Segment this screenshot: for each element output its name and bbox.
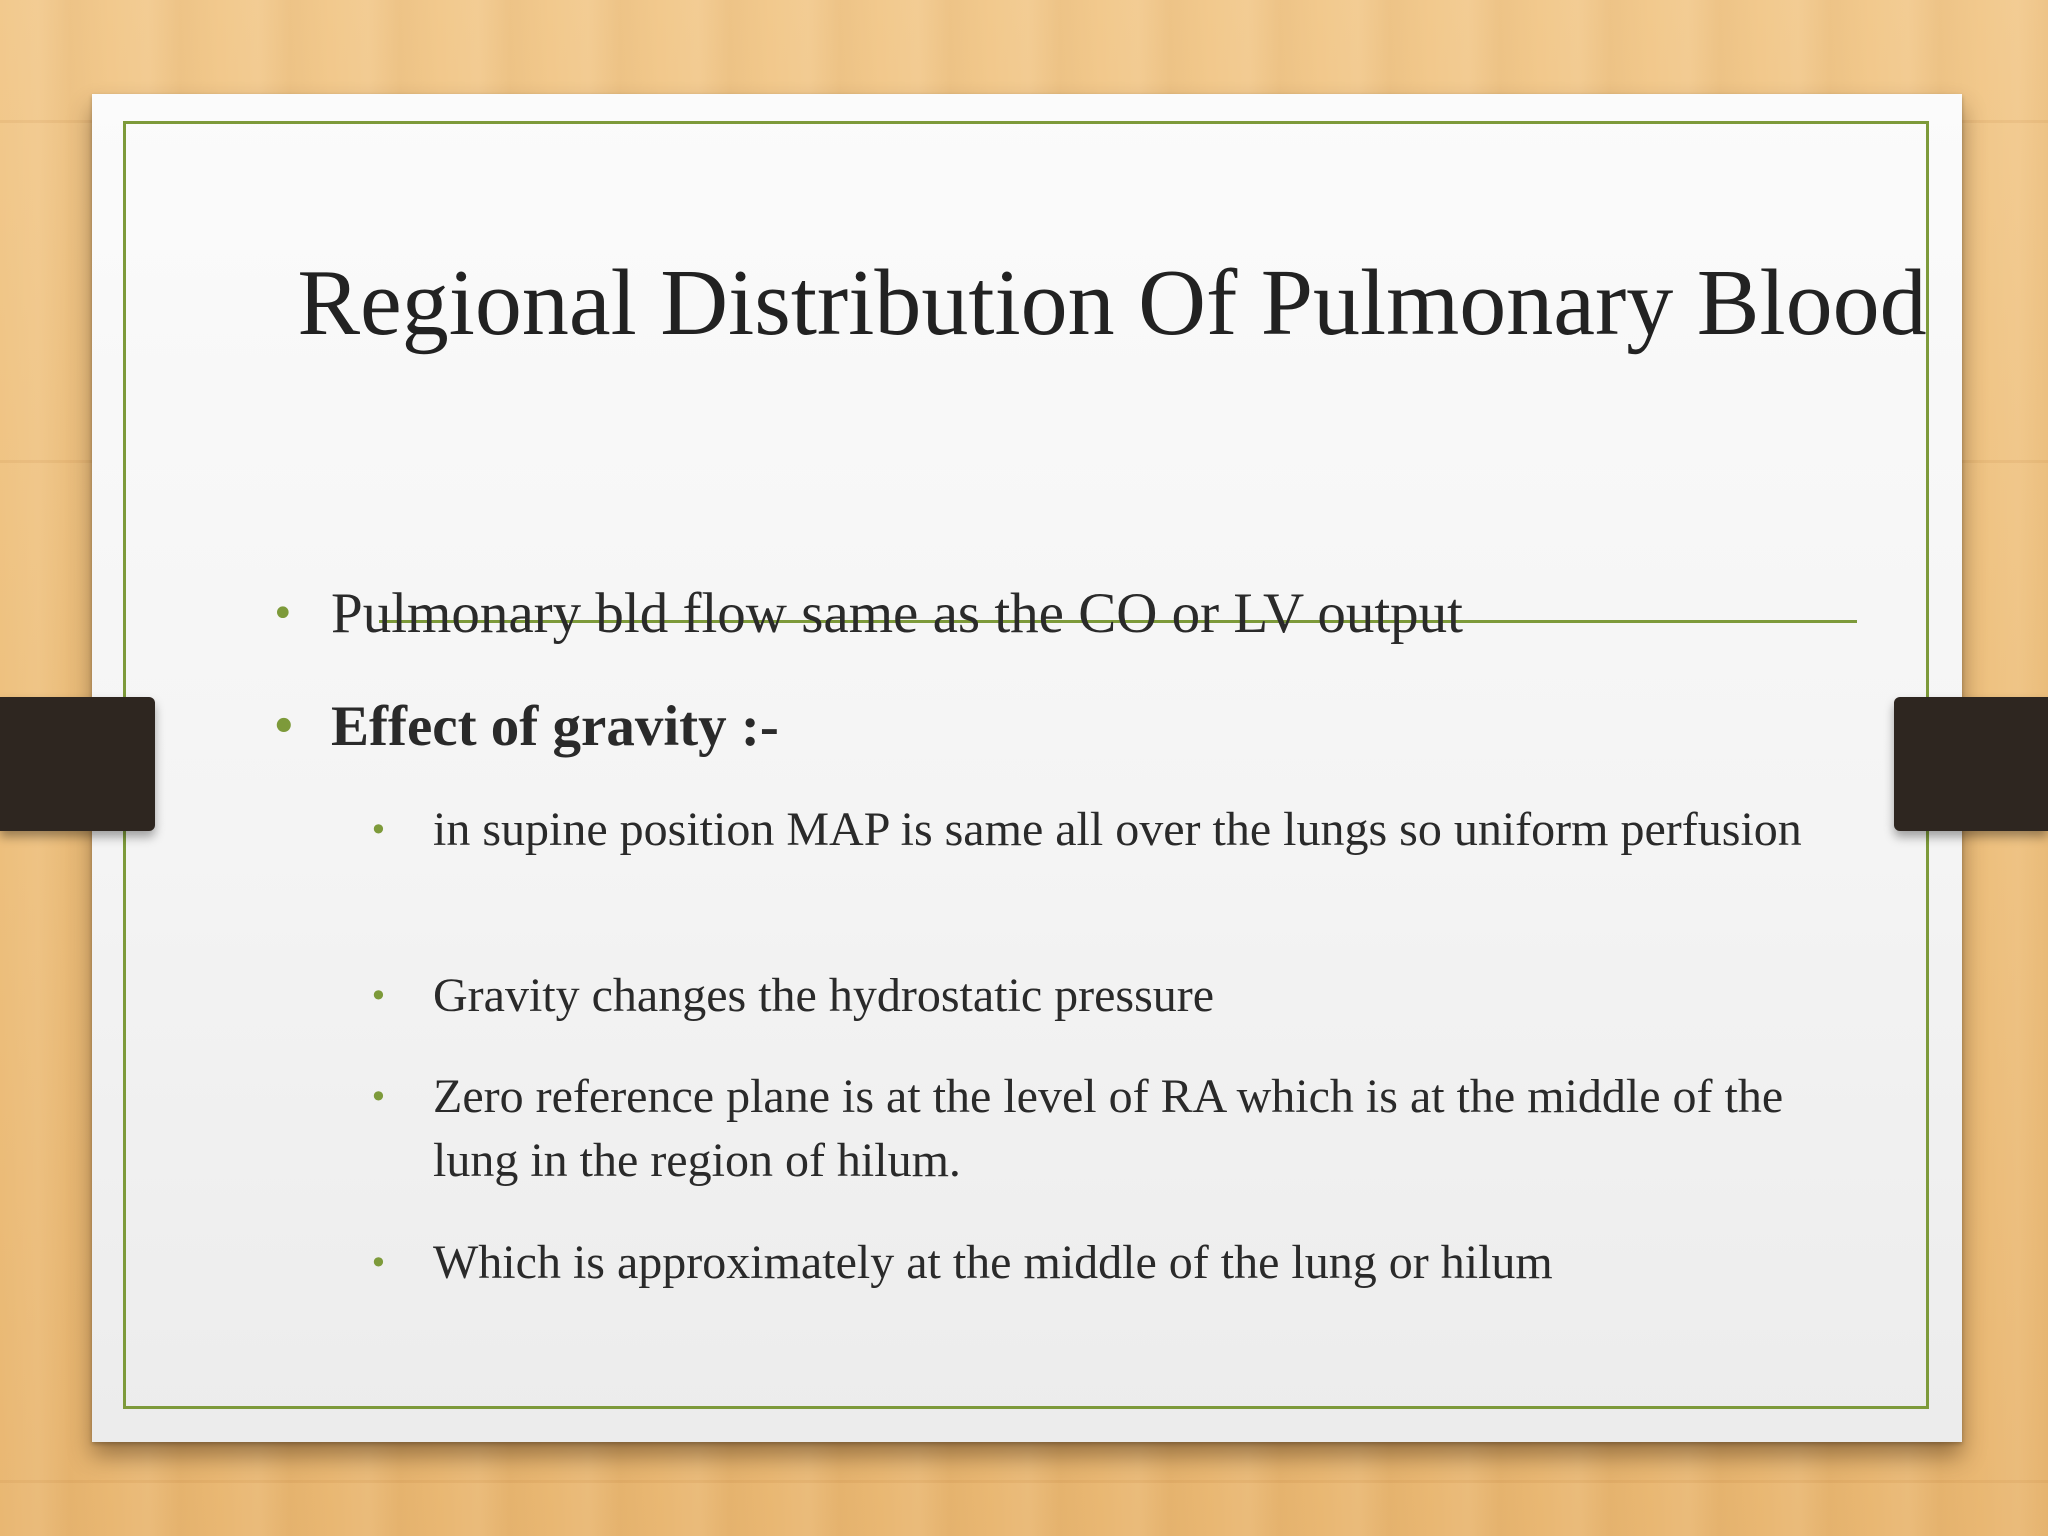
bullet-dot-icon: • <box>271 704 297 750</box>
slide-card <box>92 94 1962 1442</box>
bullet-dot-icon: • <box>369 811 388 849</box>
sub-bullet-item <box>369 798 1813 862</box>
sub-bullet-text: in supine position MAP is same all over the lungs so uniform perfusion <box>433 803 1802 856</box>
bullet-text: Pulmonary bld flow same as the CO or LV output <box>331 582 1464 645</box>
sub-bullet-item <box>369 1065 1813 1193</box>
sub-bullet-item <box>369 964 1813 1028</box>
sub-bullet-text: Zero reference plane is at the level of RA which is at the middle of the lung in the region of hilum. <box>433 1070 1784 1187</box>
bullet-item <box>271 694 779 760</box>
sub-bullet-text: Which is approximately at the middle of the lung or hilum <box>433 1236 1553 1289</box>
bullet-dot-icon: • <box>369 977 388 1015</box>
bullet-text: Effect of gravity :- <box>331 695 779 758</box>
sub-bullet-item <box>369 1231 1813 1295</box>
bullet-dot-icon: • <box>369 1244 388 1282</box>
bullet-dot-icon: • <box>369 1078 388 1116</box>
binder-clip-right <box>1894 697 2048 831</box>
sub-bullet-text: Gravity changes the hydrostatic pressure <box>433 969 1215 1022</box>
bullet-item <box>271 581 1464 647</box>
slide-title: Regional Distribution Of Pulmonary Blood <box>297 251 1927 355</box>
bullet-dot-icon: • <box>271 591 295 637</box>
wood-grain <box>0 1480 2048 1483</box>
binder-clip-left <box>0 697 155 831</box>
